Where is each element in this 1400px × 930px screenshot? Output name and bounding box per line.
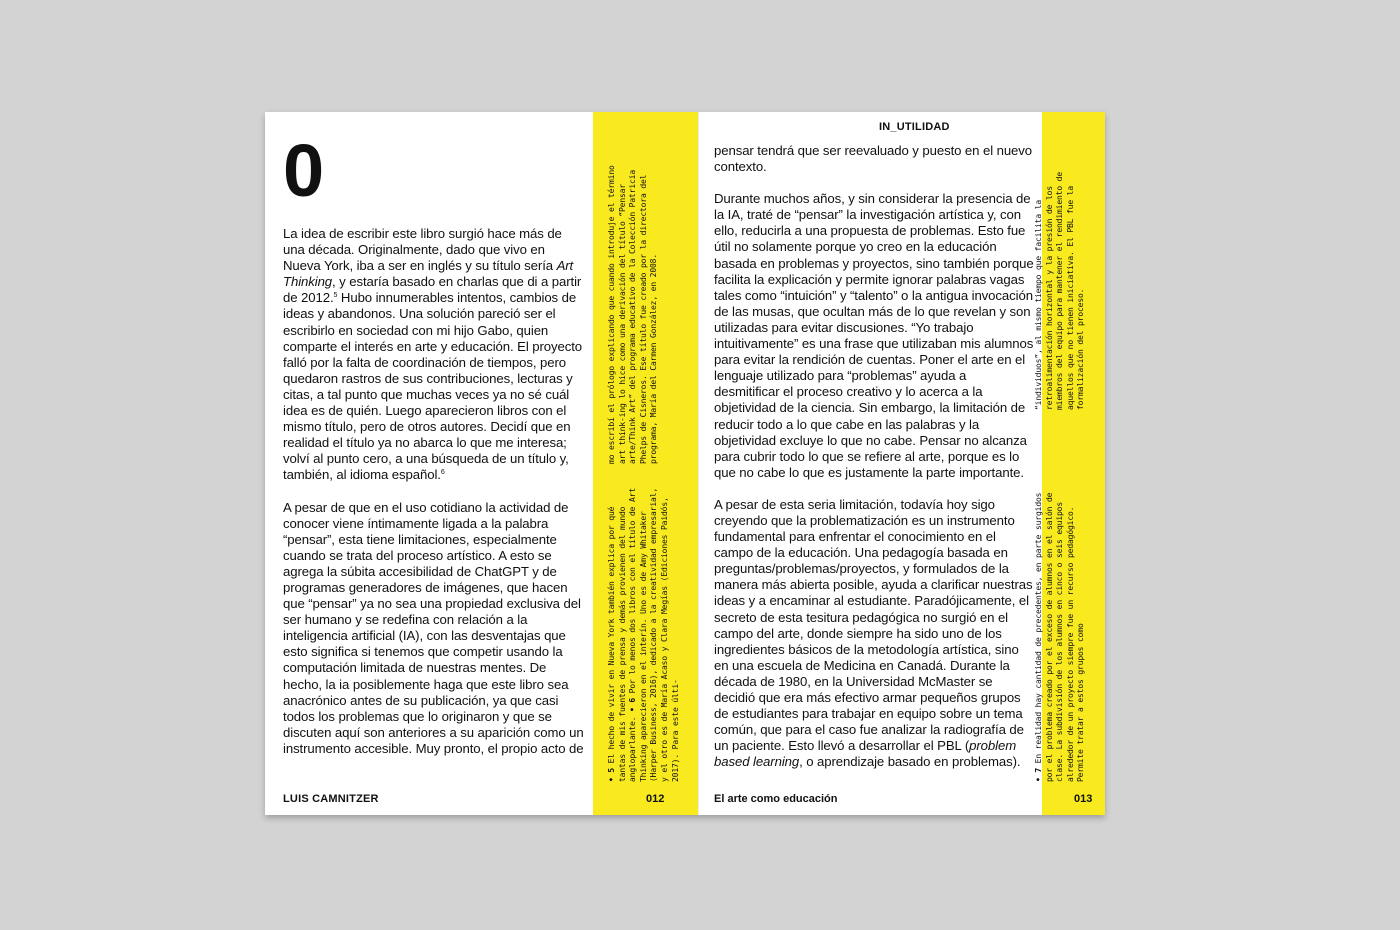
left-paragraph-1: La idea de escribir este libro surgió hace más de una década. Originalmente, dado que vivo en Nueva York, iba a ser en inglés y su título sería Art Thinking, y estaría basado en charlas que di a partir de 2012.$^5$ Hubo innumerables intentos, cambios de ideas y abandonos. Una solución pareció ser el escribirlo en sociedad con mi hijo Gabo, quien comparte el interés en arte y educación. El proyecto falló por la falta de coordinación de tiempos, pero quedaron rastros de sus contribuciones, lecturas y citas, a tal punto que muchas veces ya no sé cuál idea es de quién. Luego aparecieron libros con el mismo título, pero de otros autores. Decidí que en realidad el título ya no abarca lo que me interesa; volví al punto cero, a una búsqueda de un título y, también, al idioma español.$^6$ xyxy=(283,226,583,483)
right-paragraph-0: pensar tendrá que ser reevaluado y puesto en el nuevo contexto. xyxy=(714,143,1033,175)
footer-section-title: El arte como educación xyxy=(714,793,838,805)
right-paragraph-2: A pesar de esta seria limitación, todavía hoy sigo creyendo que la problematización es un instrumento fundamental para enfrentar el conocimiento en el campo de la educación. Una pedagogía basada en preguntas/problemas/proyectos, y formulados de la manera más abierta posible, ayuda a clarificar nuestras ideas y a encaminar al estudiante. Paradójicamente, el secreto de esta tesitura pedagógica no surgió en el campo del arte, donde siempre ha sido uno de los ingredientes básicos de la metodología artística, sino en una escuela de Medicina en Canadá. Durante la década de 1980, en la Universidad McMaster se decidió que era más efectivo armar pequeños grupos de estudiantes para trabajar en equipo sobre un tema común, que para el caso fue analizar la radiografía de un paciente. Esto llevó a desarrollar el PBL (problem based learning, o aprendizaje basado en problemas). xyxy=(714,496,1033,770)
right-note-bottom: • 7 En realidad hay cantidad de precedentes, en parte surgidos por el problema creado por el exceso de alumnos en el salón de clase. La subdivisión de los alumnos en cinco o seis equipos alrededor de un proyecto siempre fue un recurso pedagógico. Permite tratar a estos grupos como xyxy=(1034,492,1086,782)
footnote-ref-6: 6 xyxy=(440,469,445,477)
right-paragraph-1: Durante muchos años, y sin considerar la presencia de la IA, traté de “pensar” la investigación artística y, con ello, reducirla a una propuesta de problemas. Esto fue útil no solamente porque yo creo en la educación basada en problemas y proyectos, sino también porque facilita la explicación y permite ignorar palabras vagas tales como “intuición” y “talento” o la antigua invocación de las musas, que ocultan más de lo que revelan y son utilizadas para evitar discusiones. “Yo trabajo intuitivamente” es una frase que utilizaban mis alumnos para evitar la rendición de cuentas. Poner el arte en el lenguaje utilizado para “problemas” ayuda a desmitificar el proceso creativo y lo acerca a la objetividad de la ciencia. Sin embargo, la limitación de reducir todo a lo que cabe en las palabras y la objetividad excluye lo que no cabe. Pensar no alcanza para cubrir todo lo que se refiere al arte, porque es lo que no cabe lo que es justamente la parte importante. xyxy=(714,191,1034,480)
left-note-bottom: • 5 El hecho de vivir en Nueva York también explica por qué tantas de mis fuentes de prensa y demás provienen del mundo angloparlante. • 6 Por lo menos dos libros con el título de Art Thinking aparecieron en el interín. Uno es de Amy Whitaker (Harper Business, 2016), dedicado a la creatividad empresarial, y el otro es de María Acaso y Clara Megías (Ediciones Paidós, 2017). Para este últi- xyxy=(607,488,680,782)
page-number-left: 012 xyxy=(646,793,665,805)
right-note-top: “individuos”, al mismo tiempo que facilita la retroalimentación horizontal y la presión de los miembros del equipo para mantener el rendimiento de aquellos que no tienen iniciativa. El PBL fue la formalización del proceso. xyxy=(1034,172,1086,410)
book-spread xyxy=(265,112,1105,815)
left-note-top: mo escribí el prólogo explicando que cuando introduje el término art think-ing lo hice como una derivación del título “Pensar arte/Think Art” del programa educativo de la Colección Patricia Phelps de Cisneros. Ese título fue creado por la directora del programa, María del Carmen González, en 2008. xyxy=(607,165,659,464)
left-paragraph-2: A pesar de que en el uso cotidiano la actividad de conocer viene íntimamente ligada a la palabra “pensar”, esta tiene limitaciones, especialmente cuando se trata del proceso artístico. A esto se agrega la súbita accesibilidad de ChatGPT y de programas generadores de imágenes, que hacen que “pensar” ya no sea una propiedad exclusiva del ser humano y se redefina con relación a la inteligencia artificial (IA), con las desventajas que esto significa si tenemos que competir usando la computación limitada de nuestras mentes. De hecho, la ia posiblemente haga que este libro sea anacrónico antes de su publicación, ya que casi todos los problemas que lo originaron y que se discuten aquí son anteriores a su aparición como un instrumento accesible. Muy pronto, el propio acto de xyxy=(283,499,584,756)
page-number-right: 013 xyxy=(1074,793,1093,805)
gutter xyxy=(698,112,699,815)
running-head: IN_UTILIDAD xyxy=(879,121,950,133)
left-body-column xyxy=(283,226,585,773)
footnote-ref-5: 5 xyxy=(333,292,338,300)
footer-author: LUIS CAMNITZER xyxy=(283,793,379,805)
chapter-number: 0 xyxy=(283,129,323,212)
right-body-column xyxy=(714,143,1034,786)
